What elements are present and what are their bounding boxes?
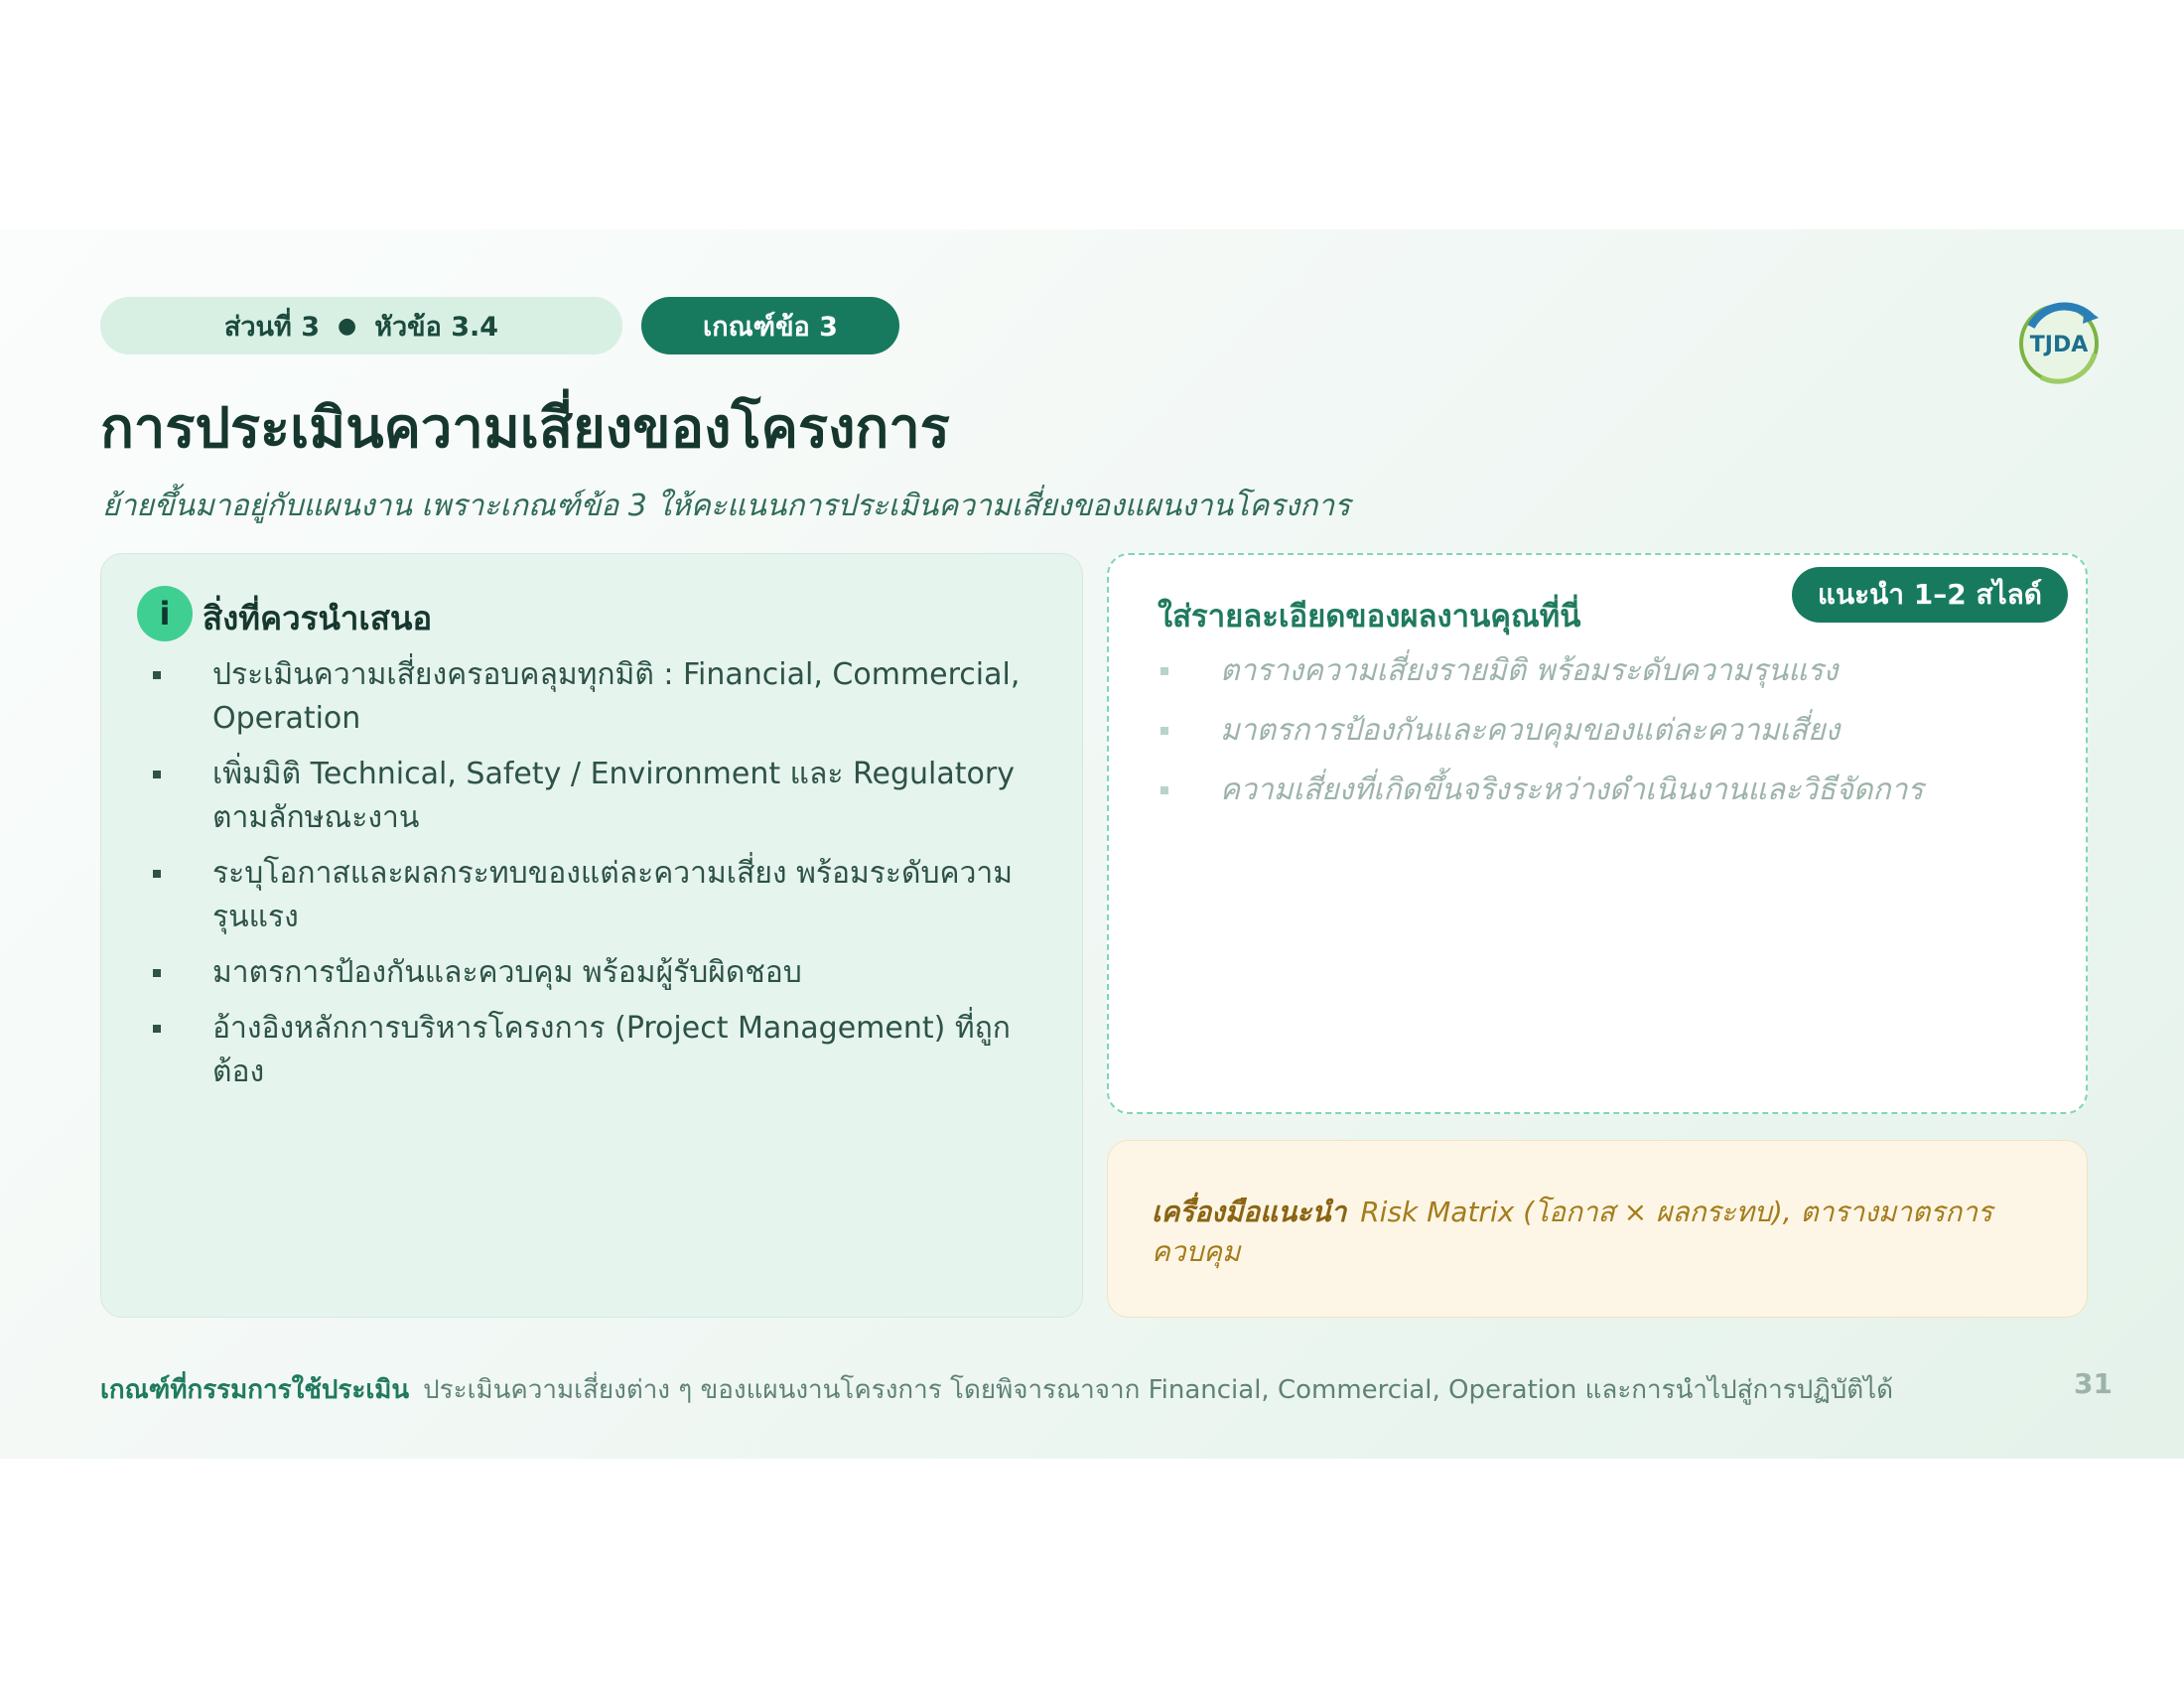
guide-item-text: เพิ่มมิติ Technical, Safety / Environment และ Regulatory ตามลักษณะงาน (212, 757, 1015, 835)
logo-text: TJDA (2029, 333, 2089, 357)
hint-list (1157, 649, 1923, 828)
tjda-logo (2011, 292, 2111, 391)
bullet-marker (153, 671, 161, 679)
hint-item-text: ตารางความเสี่ยงรายมิติ พร้อมระดับความรุนแรง (1220, 653, 1839, 688)
bullet-marker (1160, 786, 1168, 794)
guide-item-text: ระบุโอกาสและผลกระทบของแต่ละความเสี่ยง พร้อมระดับความรุนแรง (212, 856, 1014, 934)
guide-item (149, 1007, 1042, 1094)
logo-icon (2011, 292, 2111, 391)
guide-item (149, 951, 1042, 995)
placeholder-title: ใส่รายละเอียดของผลงานคุณที่นี่ (1158, 599, 1581, 634)
criterion-label: เกณฑ์ข้อ 3 (703, 311, 838, 343)
guide-item-text: ประเมินความเสี่ยงครอบคลุมทุกมิติ : Financial, Commercial, Operation (212, 657, 1021, 736)
recommendation-badge: แนะนำ 1–2 สไลด์ (1792, 567, 2068, 623)
guide-item (149, 852, 1042, 939)
tool-description: Risk Matrix (โอกาส × ผลกระทบ), ตารางมาตรการควบคุม (1152, 1196, 1993, 1268)
hint-item (1157, 709, 1923, 753)
section-pill (100, 297, 622, 354)
guide-item-text: อ้างอิงหลักการบริหารโครงการ (Project Management) ที่ถูกต้อง (212, 1011, 1011, 1089)
bullet-marker (153, 1025, 161, 1033)
info-icon: i (137, 586, 193, 641)
recommended-tools-box (1107, 1140, 2088, 1318)
footer-lead: เกณฑ์ที่กรรมการใช้ประเมิน (100, 1375, 410, 1405)
guide-item (149, 653, 1042, 741)
bullet-marker (1160, 727, 1168, 735)
guide-panel-title: สิ่งที่ควรนำเสนอ (203, 599, 433, 637)
bullet-marker (1160, 667, 1168, 675)
hint-item-text: ความเสี่ยงที่เกิดขึ้นจริงระหว่างดำเนินงานและวิธีจัดการ (1220, 773, 1924, 807)
page-subtitle: ย้ายขึ้นมาอยู่กับแผนงาน เพราะเกณฑ์ข้อ 3 ให้คะแนนการประเมินความเสี่ยงของแผนงานโครงการ (102, 489, 1351, 523)
footer-criteria (100, 1369, 1893, 1410)
footer-text: ประเมินความเสี่ยงต่าง ๆ ของแผนงานโครงการ โดยพิจารณาจาก Financial, Commercial, Operation และการนำไปสู่การปฏิบัติได้ (423, 1375, 1894, 1405)
hint-item-text: มาตรการป้องกันและควบคุมของแต่ละความเสี่ยง (1220, 713, 1841, 748)
hint-item (1157, 769, 1923, 812)
separator-dot: ● (338, 313, 357, 339)
tool-lead: เครื่องมือแนะนำ (1152, 1196, 1347, 1228)
page-number: 31 (2074, 1367, 2113, 1400)
guide-item (149, 753, 1042, 840)
criterion-pill (641, 297, 899, 354)
guide-item-text: มาตรการป้องกันและควบคุม พร้อมผู้รับผิดชอบ (212, 955, 802, 990)
section-label: ส่วนที่ 3 (223, 311, 320, 343)
topic-label: หัวข้อ 3.4 (374, 311, 499, 343)
tool-text (1152, 1193, 2045, 1272)
bullet-marker (153, 870, 161, 878)
slide (0, 229, 2184, 1459)
hint-item (1157, 649, 1923, 693)
content-placeholder-panel[interactable] (1107, 553, 2088, 1114)
page-title: การประเมินความเสี่ยงของโครงการ (100, 396, 950, 461)
bullet-marker (153, 771, 161, 778)
bullet-marker (153, 969, 161, 977)
presentation-guide-panel (100, 553, 1083, 1318)
guide-list (149, 653, 1042, 1106)
